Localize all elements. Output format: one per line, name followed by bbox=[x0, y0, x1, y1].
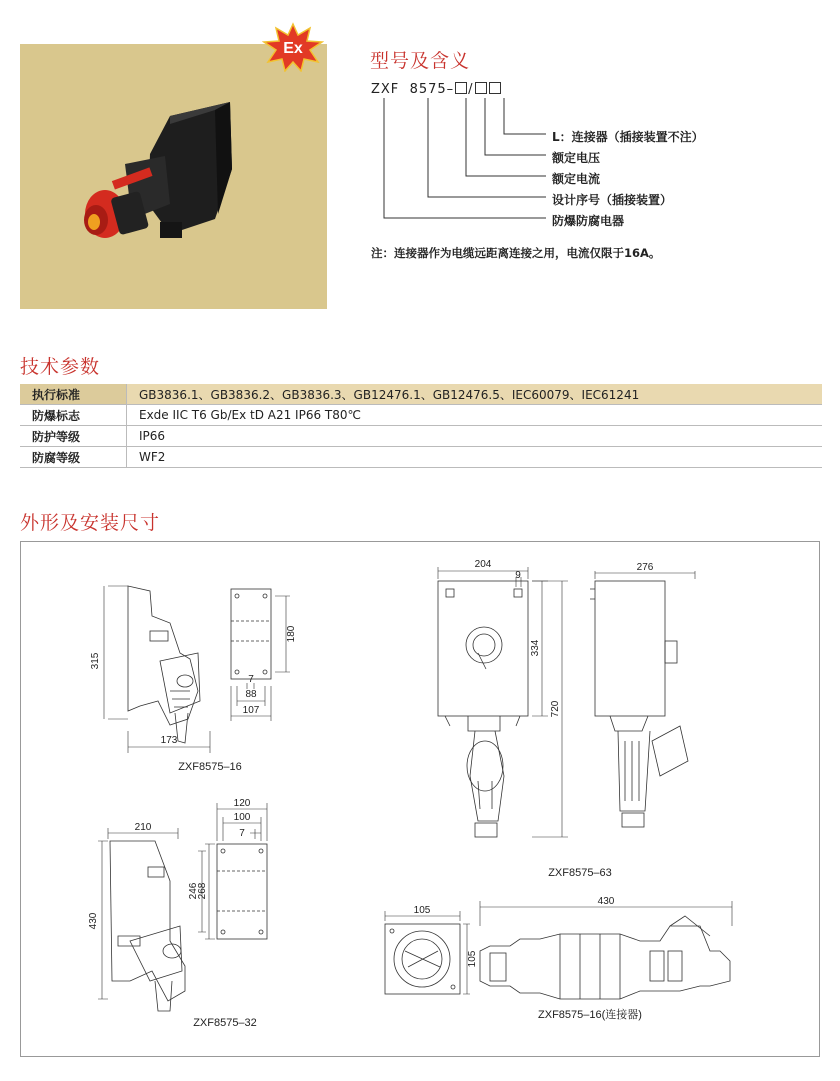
d16-mount-width-label: 107 bbox=[242, 705, 260, 716]
d16-caption: ZXF8575–16 bbox=[178, 761, 242, 773]
legend-rated-current: 额定电流 bbox=[552, 172, 601, 186]
d63-hole-label: 9 bbox=[515, 570, 521, 581]
d63-total-height-label: 720 bbox=[550, 700, 561, 718]
table-row bbox=[20, 426, 822, 447]
d63-box-height-label: 334 bbox=[530, 639, 541, 657]
d32-hole-offset-label: 7 bbox=[239, 828, 245, 839]
dconn-width-label: 105 bbox=[413, 905, 431, 916]
d32-caption: ZXF8575–32 bbox=[193, 1017, 257, 1029]
model-code-leader-lines bbox=[370, 98, 550, 228]
dimensions-section-title: 外形及安装尺寸 bbox=[20, 512, 161, 534]
dconn-front-view bbox=[385, 924, 460, 994]
param-key: 防爆标志 bbox=[20, 405, 127, 426]
legend-rated-voltage: 额定电压 bbox=[552, 151, 601, 165]
d16-mount-height-label: 180 bbox=[286, 625, 297, 643]
dconn-length-label: 430 bbox=[597, 896, 615, 907]
model-note: 注：连接器作为电缆远距离连接之用，电流仅限于16A。 bbox=[371, 246, 661, 260]
tech-section-title: 技术参数 bbox=[20, 356, 101, 378]
code-box-1 bbox=[455, 82, 467, 94]
model-code-prefix: ZXF bbox=[371, 82, 400, 97]
ex-badge-text: Ex bbox=[283, 40, 303, 57]
model-code-number: 8575 bbox=[409, 82, 447, 97]
table-row bbox=[20, 405, 822, 426]
tech-params-table bbox=[20, 384, 822, 468]
d32-mount-plate bbox=[217, 844, 267, 939]
d32-hole-height-label: 246 bbox=[188, 882, 199, 900]
legend-product-type: 防爆防腐电器 bbox=[552, 214, 625, 228]
ex-starburst-icon bbox=[262, 22, 324, 72]
param-value: WF2 bbox=[127, 447, 823, 468]
d63-front-view bbox=[438, 581, 528, 837]
d16-width-label: 173 bbox=[160, 735, 178, 746]
dconn-caption: ZXF8575–16(连接器) bbox=[538, 1009, 642, 1021]
d16-mount-plate bbox=[231, 589, 271, 679]
d32-mount-height-label: 268 bbox=[197, 882, 208, 900]
dconn-side-view bbox=[480, 916, 730, 999]
model-code-dash: – bbox=[446, 82, 455, 97]
d16-side-view bbox=[128, 586, 200, 743]
param-value: IP66 bbox=[127, 426, 823, 447]
explosion-proof-socket-illustration bbox=[20, 44, 327, 309]
table-row bbox=[20, 447, 822, 468]
param-value: Exde IIC T6 Gb/Ex tD A21 IP66 T80℃ bbox=[127, 405, 823, 426]
legend-design-serial: 设计序号（插接装置） bbox=[552, 193, 673, 207]
dimension-drawings bbox=[20, 541, 820, 1057]
d32-side-view bbox=[110, 841, 185, 1011]
dconn-height-label: 105 bbox=[467, 950, 478, 968]
model-code-slash: / bbox=[468, 82, 474, 97]
param-key: 防护等级 bbox=[20, 426, 127, 447]
d32-height-label: 430 bbox=[88, 912, 99, 930]
param-key: 防腐等级 bbox=[20, 447, 127, 468]
model-section-title: 型号及含义 bbox=[370, 50, 471, 72]
param-value: GB3836.1、GB3836.2、GB3836.3、GB12476.1、GB12476.5、IEC60079、IEC61241 bbox=[127, 384, 823, 405]
d16-hole-offset-label: 7 bbox=[248, 674, 254, 685]
d63-width-label: 204 bbox=[474, 559, 492, 570]
code-box-2 bbox=[475, 82, 487, 94]
d63-side-width-label: 276 bbox=[636, 562, 654, 573]
model-code bbox=[371, 82, 502, 97]
table-row bbox=[20, 384, 822, 405]
d63-side-view bbox=[590, 581, 688, 827]
d63-caption: ZXF8575–63 bbox=[548, 867, 612, 879]
code-box-3 bbox=[489, 82, 501, 94]
ex-badge bbox=[262, 22, 324, 72]
param-key: 执行标准 bbox=[20, 384, 127, 405]
legend-connector: L：连接器（插接装置不注） bbox=[552, 130, 704, 144]
d32-hole-width-label: 100 bbox=[233, 812, 251, 823]
d16-height-label: 315 bbox=[90, 652, 101, 670]
product-photo bbox=[20, 44, 327, 309]
d16-hole-width-label: 88 bbox=[245, 689, 257, 700]
d32-width-label: 210 bbox=[134, 822, 152, 833]
d32-mount-width-label: 120 bbox=[233, 798, 251, 809]
